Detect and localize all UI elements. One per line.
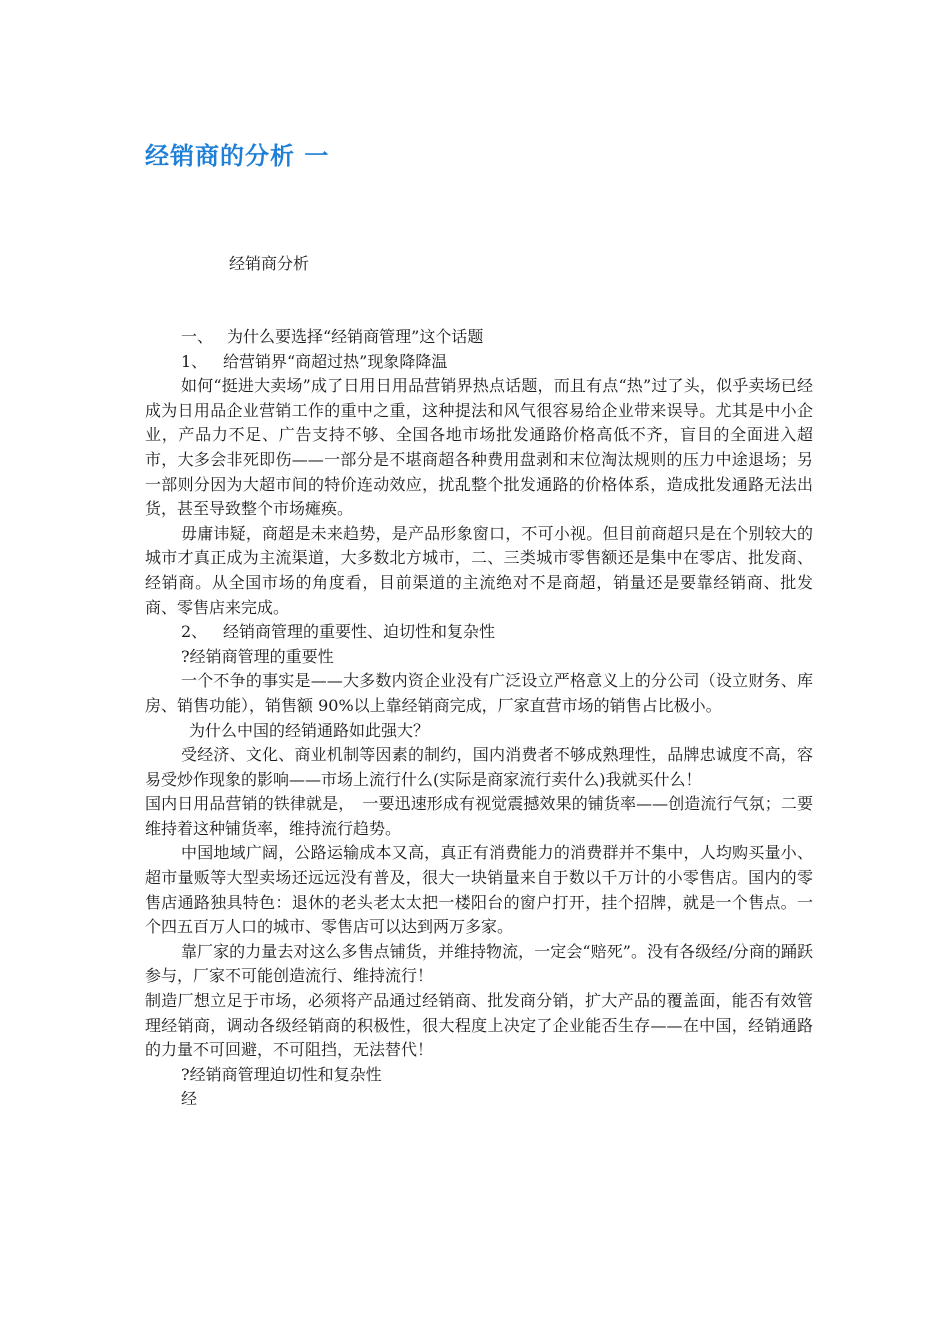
item-heading-text: 经销商管理的重要性、迫切性和复杂性: [223, 622, 496, 642]
paragraph: 一个不争的事实是——大多数内资企业没有广泛设立严格意义上的分公司（设立财务、库房、销售功能），销售额 90%以上靠经销商完成，厂家直营市场的销售占比极小。: [145, 671, 813, 715]
section-heading-text: 为什么要选择“经销商管理”这个话题: [227, 327, 484, 346]
item-heading-1: [145, 350, 813, 375]
paragraph: 中国地域广阔，公路运输成本又高，真正有消费能力的消费群并不集中，人均购买量小、超市量贩等大型卖场还远远没有普及，很大一块销量来自于数以千万计的小零售店。国内的零售店通路独具特色：退休的老头老太太把一楼阳台的窗户打开，挂个招牌，就是一个售点。一个四五百万人口的城市、零售店可以达到两万多家。: [145, 843, 813, 937]
document-body: [145, 325, 813, 1112]
question-heading: 为什么中国的经销通路如此强大？: [189, 720, 430, 740]
paragraph: 毋庸讳疑，商超是未来趋势，是产品形象窗口，不可小视。但目前商超只是在个别较大的城市才真正成为主流渠道，大多数北方城市，二、三类城市零售额还是集中在零店、批发商、经销商。从全国市场的角度看，目前渠道的主流绝对不是商超，销量还是要靠经销商、批发商、零售店来完成。: [145, 523, 813, 617]
sub-heading: ?经销商管理的重要性: [181, 646, 334, 666]
paragraph: 如何“挺进大卖场”成了日用日用品营销界热点话题，而且有点“热”过了头，似乎卖场已经成为日用品企业营销工作的重中之重，这种提法和风气很容易给企业带来误导。尤其是中小企业，产品力不足、广告支持不够、全国各地市场批发通路价格高低不齐，盲目的全面进入超市，大多会非死即伤——一部分是不堪商超各种费用盘剥和末位淘汰规则的压力中途退场；另一部则分因为大超市间的特价连动效应，扰乱整个批发通路的价格体系，造成批发通路无法出货，甚至导致整个市场瘫痪。: [145, 376, 813, 519]
item-number: 2、: [181, 622, 208, 642]
paragraph: 经: [181, 1089, 198, 1109]
item-number: 1、: [181, 351, 208, 371]
sub-heading: ?经销商管理迫切性和复杂性: [181, 1064, 382, 1084]
document-title: 经销商的分析 一: [145, 142, 330, 170]
section-number: 一、: [181, 327, 214, 346]
item-heading-2: [145, 620, 813, 645]
paragraph: 受经济、文化、商业机制等因素的制约，国内消费者不够成熟理性，品牌忠诚度不高，容易受炒作现象的影响——市场上流行什么(实际是商家流行卖什么)我就买什么！: [145, 745, 813, 789]
document-subtitle: 经销商分析: [229, 254, 310, 273]
section-heading-1: [145, 325, 813, 350]
paragraph: 国内日用品营销的铁律就是， 一要迅速形成有视觉震撼效果的铺货率——创造流行气氛；二要维持着这种铺货率，维持流行趋势。: [145, 794, 813, 838]
paragraph: 制造厂想立足于市场，必须将产品通过经销商、批发商分销，扩大产品的覆盖面，能否有效管理经销商，调动各级经销商的积极性，很大程度上决定了企业能否生存——在中国，经销通路的力量不可回避，不可阻挡，无法替代！: [145, 991, 813, 1060]
item-heading-text: 给营销界“商超过热”现象降降温: [223, 351, 448, 371]
paragraph: 靠厂家的力量去对这么多售点铺货，并维持物流，一定会“赔死”。没有各级经/分商的踊跃参与，厂家不可能创造流行、维持流行！: [145, 941, 813, 986]
